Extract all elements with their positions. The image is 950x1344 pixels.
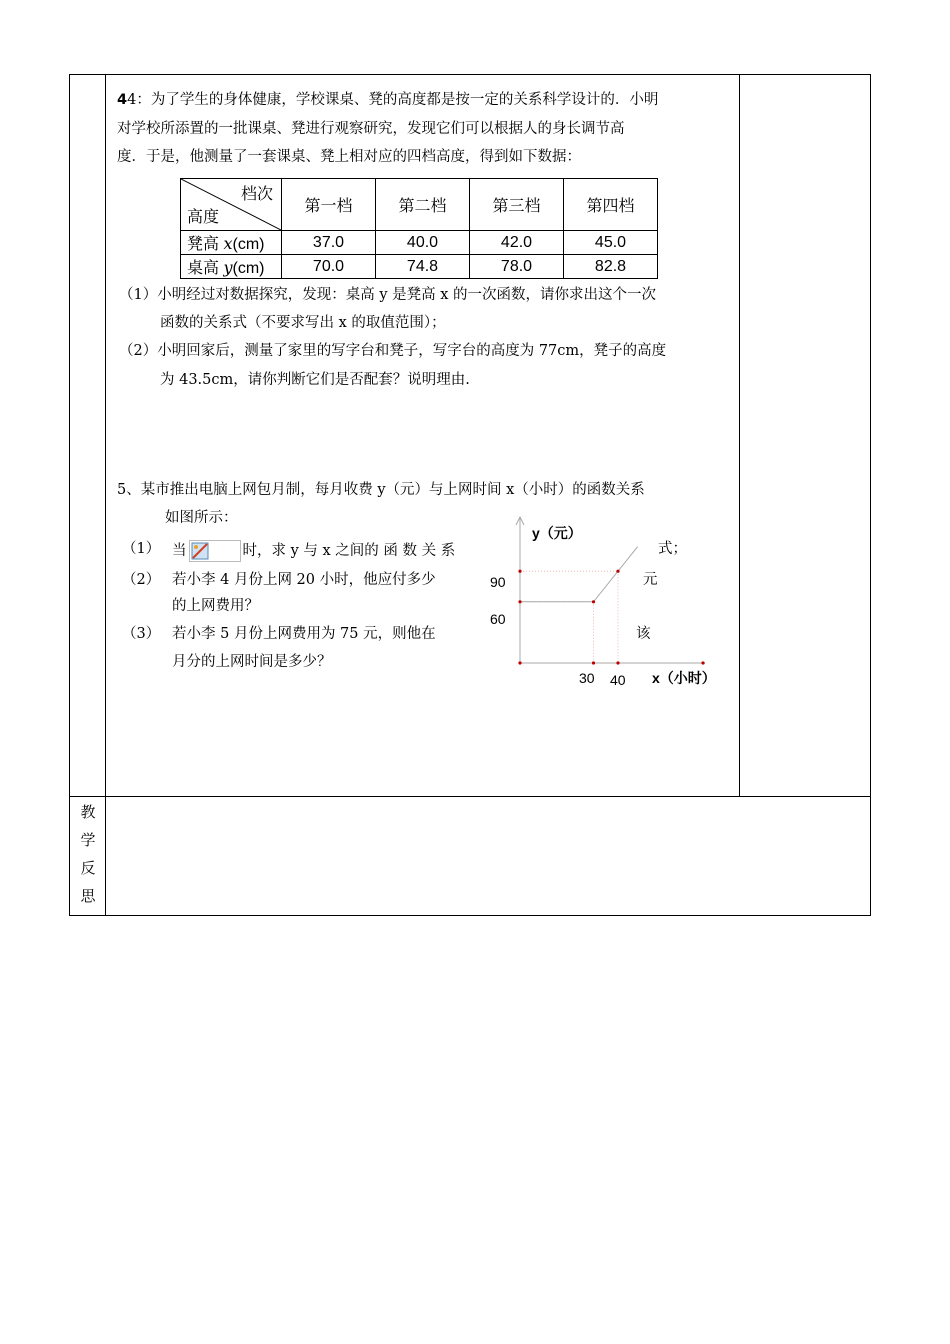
data-point (616, 570, 619, 573)
table-header: 第四档 (564, 179, 658, 231)
q5-sub1-tail: 式； (658, 541, 687, 557)
q5-sub1-line: 当 时，求 y 与 x 之间的 函 数 关 系 (172, 540, 455, 562)
q4-sub2-line1: （2）小明回家后，测量了家里的写字台和凳子，写字台的高度为 77cm，凳子的高度 (119, 343, 667, 359)
reflection-divider (69, 796, 871, 797)
corner-top-label: 档次 (240, 186, 273, 203)
height-data-table (180, 178, 658, 279)
table-cell: 37.0 (282, 231, 376, 255)
fee-series-line (520, 547, 638, 602)
data-point (616, 661, 619, 664)
q4-line3: 度．于是，他测量了一套课桌、凳上相对应的四档高度，得到如下数据： (117, 149, 581, 165)
data-point (592, 661, 595, 664)
q4-sub1-line1: （1）小明经过对数据探究，发现：桌高 y 是凳高 x 的一次函数，请你求出这个一次 (119, 287, 657, 303)
q5-sub2-num: （2） (122, 572, 161, 588)
table-header: 第一档 (282, 179, 376, 231)
q4-line1-text: 4：为了学生的身体健康，学校课桌、凳的高度都是按一定的关系科学设计的．小明 (127, 92, 659, 108)
q4-line1: 44：为了学生的身体健康，学校课桌、凳的高度都是按一定的关系科学设计的．小明 (117, 92, 659, 108)
corner-bottom-label: 高度 (187, 209, 220, 226)
q5-sub3-tail: 该 (636, 626, 651, 642)
data-point (518, 570, 521, 573)
q5-sub2-line1: 若小李 4 月份上网 20 小时，他应付多少 (172, 572, 436, 588)
table-corner-cell (181, 179, 282, 231)
reflection-label (80, 798, 96, 910)
q5-sub3-line2: 月分的上网时间是多少？ (172, 654, 332, 670)
table-cell: 45.0 (564, 231, 658, 255)
x-axis-label: x（小时） (652, 670, 716, 686)
data-point (518, 600, 521, 603)
y-tick-label: 60 (490, 611, 506, 627)
reflection-char: 思 (80, 887, 96, 905)
table-header: 第二档 (376, 179, 470, 231)
q4-sub1-line2: 函数的关系式（不要求写出 x 的取值范围）； (160, 315, 446, 331)
table-cell: 74.8 (376, 255, 470, 279)
table-header: 第三档 (470, 179, 564, 231)
table-cell: 42.0 (470, 231, 564, 255)
q5-sub3-num: （3） (122, 626, 161, 642)
q5-sub3-line1: 若小李 5 月份上网费用为 75 元，则他在 (172, 626, 436, 642)
data-point (592, 600, 595, 603)
table-cell: 82.8 (564, 255, 658, 279)
row-label-desk: 桌高 y(cm) (181, 255, 282, 279)
x-tick-label: 30 (579, 670, 595, 686)
table-cell: 40.0 (376, 231, 470, 255)
q4-sub2-line2: 为 43.5cm，请你判断它们是否配套？说明理由. (160, 372, 470, 388)
axis-end-point (701, 661, 704, 664)
q5-sub2-line2: 的上网费用？ (172, 598, 259, 614)
row-label-stool: 凳高 x(cm) (181, 231, 282, 255)
data-point (518, 661, 521, 664)
q5-line2: 如图所示： (165, 510, 238, 526)
y-axis-label: y（元） (532, 525, 582, 541)
left-column-divider (105, 74, 106, 916)
fee-chart (480, 505, 740, 695)
reflection-char: 教 (80, 803, 96, 821)
q4-line2: 对学校所添置的一批课桌、凳进行观察研究，发现它们可以根据人的身长调节高 (117, 121, 625, 137)
q5-sub2-tail: 元 (643, 572, 658, 588)
reflection-char: 反 (80, 859, 96, 877)
table-cell: 78.0 (470, 255, 564, 279)
q5-line1: 5、某市推出电脑上网包月制，每月收费 y（元）与上网时间 x（小时）的函数关系 (117, 482, 645, 498)
table-cell: 70.0 (282, 255, 376, 279)
condition-image-icon (189, 540, 241, 562)
y-tick-label: 90 (490, 574, 506, 590)
x-tick-label: 40 (610, 672, 626, 688)
q5-sub1-num: （1） (122, 541, 161, 557)
reflection-char: 学 (80, 831, 96, 849)
